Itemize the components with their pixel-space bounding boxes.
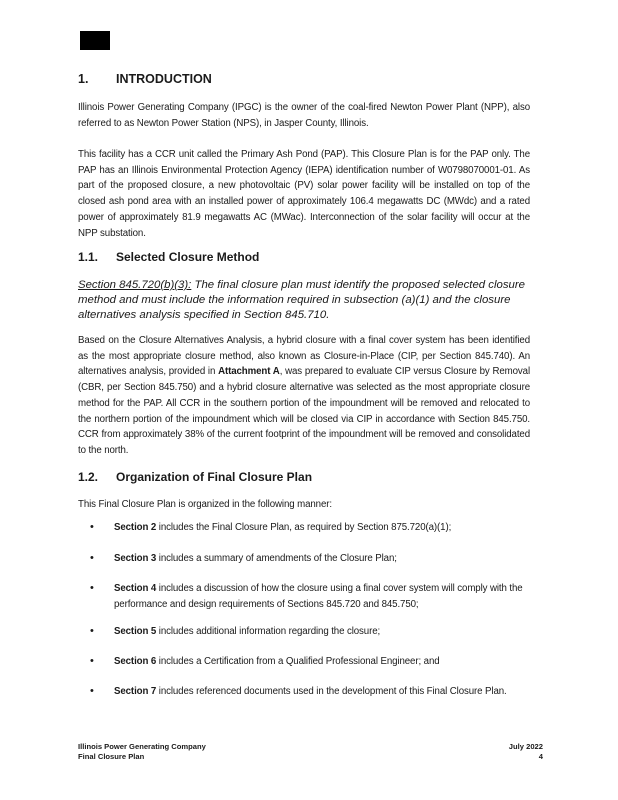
- regulation-quote: [78, 278, 530, 324]
- item-text: includes a discussion of how the closure using a final cover system will comply with the performance and design requirements of Sections 845.720 and 845.750;: [114, 583, 523, 610]
- footer-company: Illinois Power Generating Company: [78, 742, 206, 751]
- heading-number: 1.: [78, 72, 89, 86]
- section-number: 1.1.: [78, 250, 99, 264]
- regulation-text: The final closure plan must identify the proposed selected closure method and must include the information required in subsection (a)(1) and the closure alternatives analysis specified in Section 845.710.: [78, 279, 526, 322]
- attachment-reference: Attachment A: [218, 366, 280, 378]
- bullet-icon: •: [90, 552, 94, 564]
- list-item: [90, 551, 530, 567]
- paragraph-text-b: , was prepared to evaluate CIP versus Closure by Removal (CBR, per Section 845.750) and a hybrid closure alternative was selected as the most appropriate closure method for the PAP. All CCR in the southern portion of the impoundment will be removed and relocated to the northern portion of the impoundment which will be closed via CIP in accordance with Section 845.750. CCR from approximately 38% of the current footprint of the impoundment will be removed and consolidated to the north.: [78, 366, 531, 456]
- item-section: Section 4: [114, 583, 157, 594]
- bullet-icon: •: [90, 521, 94, 533]
- section-heading-introduction: [78, 72, 212, 86]
- section-number: 1.2.: [78, 470, 99, 484]
- list-item: [90, 581, 530, 612]
- redaction-box: [80, 31, 110, 50]
- item-text: includes referenced documents used in the development of this Final Closure Plan.: [156, 686, 507, 697]
- list-item: [90, 654, 530, 670]
- heading-title: INTRODUCTION: [116, 72, 212, 86]
- item-text: includes a summary of amendments of the Closure Plan;: [156, 553, 397, 564]
- footer-right: [509, 742, 543, 762]
- section-title: Selected Closure Method: [116, 250, 260, 264]
- item-section: Section 2: [114, 522, 157, 533]
- list-item: [90, 684, 530, 700]
- intro-paragraph-2: This facility has a CCR unit called the Primary Ash Pond (PAP). This Closure Plan is for the PAP only. The PAP has an Illinois Environmental Protection Agency (IEPA) identification number of W0798070001-01. As part of the proposed closure, a new photovoltaic (PV) solar power facility will be installed on top of the closed ash pond area with an installed power of approximately 106.4 megawatts DC (MWdc) and a rated power of approximately 81.9 megawatts AC (MWac). Interconnection of the solar facility will occur at the NPP substation.: [78, 149, 530, 239]
- paragraph-text-a: Based on the Closure Alternatives Analysis, a hybrid closure with a final cover system has been identified as the most appropriate closure method, also known as Closure-in-Place (CIP, per Section 845.740). An alternatives analysis, provided in: [78, 335, 530, 378]
- footer-doc-title: Final Closure Plan: [78, 752, 145, 761]
- bullet-icon: •: [90, 655, 94, 667]
- footer-date: July 2022: [508, 742, 543, 751]
- closure-method-paragraph: [78, 333, 530, 459]
- bullet-icon: •: [90, 625, 94, 637]
- item-section: Section 5: [114, 626, 157, 637]
- page-footer: [78, 742, 543, 762]
- footer-page-number: 4: [538, 752, 543, 761]
- item-section: Section 7: [114, 686, 157, 697]
- list-item: [90, 624, 530, 640]
- item-text: includes the Final Closure Plan, as required by Section 875.720(a)(1);: [156, 522, 452, 533]
- regulation-reference: Section 845.720(b)(3):: [78, 279, 192, 291]
- item-text: includes additional information regarding the closure;: [156, 626, 381, 637]
- item-text: includes a Certification from a Qualified Professional Engineer; and: [156, 656, 440, 667]
- list-item: [90, 520, 530, 536]
- section-title: Organization of Final Closure Plan: [116, 470, 313, 484]
- item-section: Section 3: [114, 553, 157, 564]
- intro-paragraph-1: Illinois Power Generating Company (IPGC) is the owner of the coal-fired Newton Power Plant (NPP), also referred to as Newton Power Station (NPS), in Jasper County, Illinois.: [78, 102, 530, 129]
- section-heading-1-2: [78, 470, 312, 484]
- section-heading-1-1: [78, 250, 259, 264]
- item-section: Section 6: [114, 656, 157, 667]
- bullet-icon: •: [90, 582, 94, 594]
- organization-lead: This Final Closure Plan is organized in the following manner:: [78, 499, 332, 510]
- bullet-icon: •: [90, 685, 94, 697]
